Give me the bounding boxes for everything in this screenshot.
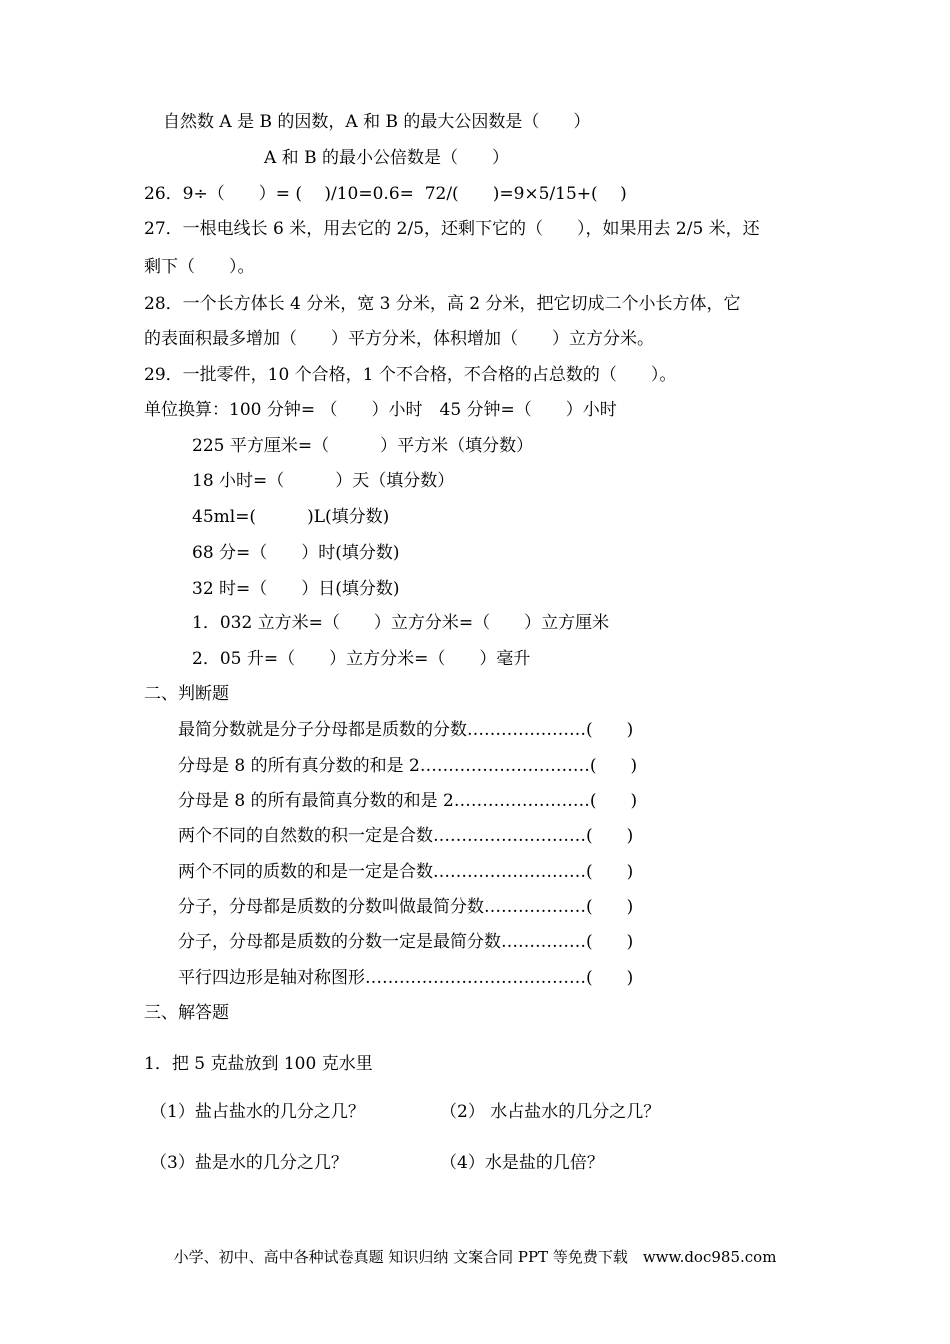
sub-question-1: （1）盐占盐水的几分之几？ — [150, 1102, 365, 1122]
units-item: 225 平方厘米=（ ）平方米（填分数） — [192, 436, 534, 456]
q28-line1: 28．一个长方体长 4 分米，宽 3 分米，高 2 分米，把它切成二个小长方体，它 — [144, 294, 741, 314]
judge-item: 两个不同的自然数的积一定是合数………………………( ) — [178, 826, 634, 846]
section3-title: 三、解答题 — [144, 1003, 229, 1023]
section2-title: 二、判断题 — [144, 684, 229, 704]
units-item: 45ml=( )L(填分数) — [192, 507, 390, 527]
units-item: 2．05 升=（ ）立方分米=（ ）毫升 — [192, 649, 531, 669]
q29: 29．一批零件，10 个合格，1 个不合格，不合格的占总数的（ ）。 — [144, 365, 677, 385]
sub-question-4: （4）水是盐的几倍？ — [440, 1153, 604, 1173]
q28-line2: 的表面积最多增加（ ）平方分米，体积增加（ ）立方分米。 — [144, 329, 654, 349]
judge-item: 两个不同的质数的和是一定是合数………………………( ) — [178, 862, 634, 882]
judge-item: 最简分数就是分子分母都是质数的分数…………………( ) — [178, 720, 634, 740]
q27-line1: 27．一根电线长 6 米，用去它的 2/5，还剩下它的（ ），如果用去 2/5 米，还 — [144, 219, 760, 239]
units-item: 18 小时=（ ）天（填分数） — [192, 471, 455, 491]
q25-line1: 自然数 A 是 B 的因数，A 和 B 的最大公因数是（ ） — [163, 112, 591, 132]
page-footer: 小学、初中、高中各种试卷真题 知识归纳 文案合同 PPT 等免费下载 www.doc985.com — [173, 1248, 777, 1266]
judge-item: 分母是 8 的所有最简真分数的和是 2……………………( ) — [178, 791, 638, 811]
units-line1: 单位换算：100 分钟= （ ）小时 45 分钟=（ ）小时 — [144, 400, 617, 420]
section3-q1: 1．把 5 克盐放到 100 克水里 — [144, 1054, 373, 1074]
q26: 26．9÷（ ）= ( )/10=0.6= 72/( )=9×5/15+( ) — [144, 184, 627, 204]
judge-item: 平行四边形是轴对称图形…………………………………( ) — [178, 968, 634, 988]
judge-item: 分子，分母都是质数的分数叫做最简分数………………( ) — [178, 897, 634, 917]
q27-line2: 剩下（ ）。 — [144, 257, 255, 277]
sub-question-2: （2） 水占盐水的几分之几？ — [440, 1102, 661, 1122]
units-item: 1．032 立方米=（ ）立方分米=（ ）立方厘米 — [192, 613, 610, 633]
sub-question-3: （3）盐是水的几分之几？ — [150, 1153, 348, 1173]
judge-item: 分母是 8 的所有真分数的和是 2…………………………( ) — [178, 756, 638, 776]
units-item: 32 时=（ ）日(填分数) — [192, 579, 400, 599]
units-item: 68 分=（ ）时(填分数) — [192, 543, 400, 563]
judge-item: 分子，分母都是质数的分数一定是最简分数……………( ) — [178, 932, 634, 952]
q25-line2: A 和 B 的最小公倍数是（ ） — [264, 148, 509, 168]
